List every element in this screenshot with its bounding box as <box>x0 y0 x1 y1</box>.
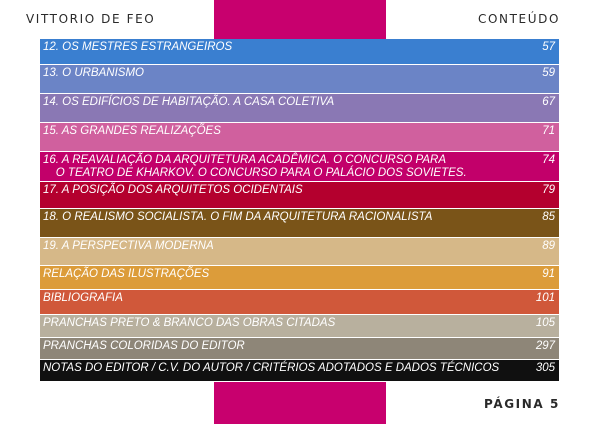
toc-title: 14. OS EDIFÍCIOS DE HABITAÇÃO. A CASA COLETIVA <box>43 96 335 108</box>
toc-title: 17. A POSIÇÃO DOS ARQUITETOS OCIDENTAIS <box>43 184 303 196</box>
toc-page-number: 59 <box>542 67 555 79</box>
toc-title: PRANCHAS PRETO & BRANCO DAS OBRAS CITADAS <box>43 317 336 329</box>
page-number: PÁGINA 5 <box>484 397 560 411</box>
toc-title: PRANCHAS COLORIDAS DO EDITOR <box>43 340 245 352</box>
toc-title: RELAÇÃO DAS ILUSTRAÇÕES <box>43 268 210 280</box>
toc-title: 19. A PERSPECTIVA MODERNA <box>43 240 214 252</box>
toc-row[interactable] <box>40 123 559 152</box>
toc-page-number: 74 <box>542 154 555 166</box>
toc-row[interactable] <box>40 39 559 65</box>
table-of-contents <box>40 39 559 382</box>
section-title: CONTEÚDO <box>478 12 560 26</box>
toc-row[interactable] <box>40 315 559 338</box>
author-name: VITTORIO DE FEO <box>26 12 156 26</box>
toc-title: NOTAS DO EDITOR / C.V. DO AUTOR / CRITÉRIOS ADOTADOS E DADOS TÉCNICOS <box>43 362 500 374</box>
toc-row[interactable] <box>40 209 559 238</box>
toc-title: 16. A REAVALIAÇÃO DA ARQUITETURA ACADÊMICA. O CONCURSO PARA O TEATRO DE KHARKOV. O CONCURSO PARA O PALÁCIO DOS SOVIETES. <box>43 154 467 179</box>
toc-row[interactable] <box>40 360 559 382</box>
toc-title: 15. AS GRANDES REALIZAÇÕES <box>43 125 221 137</box>
toc-row[interactable] <box>40 290 559 315</box>
toc-row[interactable] <box>40 94 559 123</box>
toc-page-number: 91 <box>542 268 555 280</box>
toc-row[interactable] <box>40 182 559 209</box>
toc-row[interactable] <box>40 152 559 182</box>
toc-page-number: 305 <box>535 362 555 374</box>
toc-title: BIBLIOGRAFIA <box>43 292 123 304</box>
toc-page-number: 57 <box>542 41 555 53</box>
toc-row[interactable] <box>40 238 559 266</box>
toc-row[interactable] <box>40 65 559 94</box>
toc-page-number: 89 <box>542 240 555 252</box>
toc-title: 18. O REALISMO SOCIALISTA. O FIM DA ARQUITETURA RACIONALISTA <box>43 211 433 223</box>
toc-page-number: 101 <box>535 292 555 304</box>
toc-title: 13. O URBANISMO <box>43 67 144 79</box>
toc-row[interactable] <box>40 338 559 360</box>
toc-title: 12. OS MESTRES ESTRANGEIROS <box>43 41 233 53</box>
toc-row[interactable] <box>40 266 559 290</box>
toc-page-number: 105 <box>535 317 555 329</box>
toc-page-number: 67 <box>542 96 555 108</box>
toc-page-number: 85 <box>542 211 555 223</box>
toc-page-number: 297 <box>535 340 555 352</box>
toc-page-number: 79 <box>542 184 555 196</box>
toc-page-number: 71 <box>542 125 555 137</box>
